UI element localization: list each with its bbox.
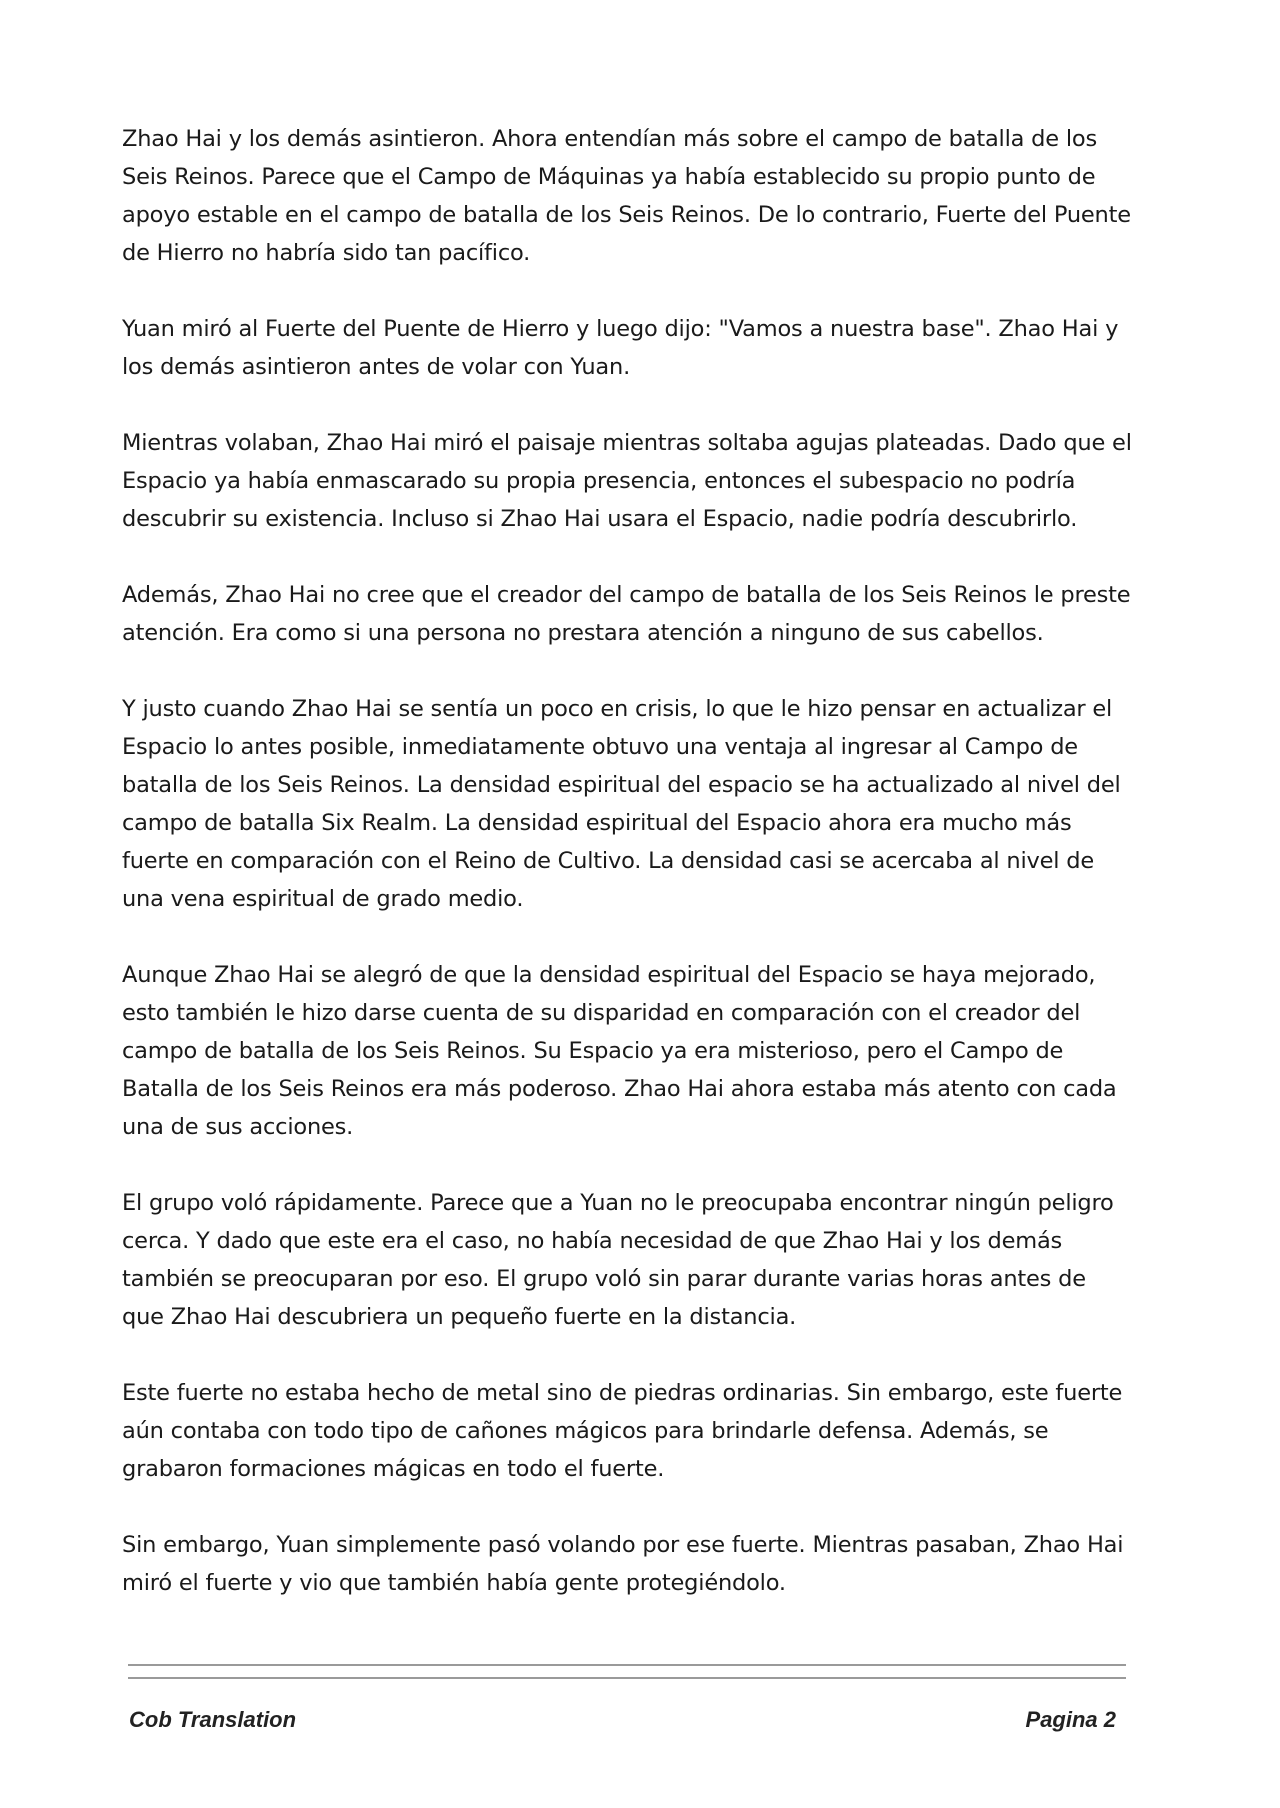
paragraph-1: Zhao Hai y los demás asintieron. Ahora entendían más sobre el campo de batalla de los Seis Reinos. Parece que el Campo de Máquinas ya había establecido su propio punto de apoyo estable en el campo de batalla de los Seis Reinos. De lo contrario, Fuerte del Puente de Hierro no habría sido tan pacífico. — [122, 126, 1131, 266]
footer-divider-bottom — [128, 1677, 1126, 1679]
paragraph-2: Yuan miró al Fuerte del Puente de Hierro y luego dijo: "Vamos a nuestra base". Zhao Hai y los demás asintieron antes de volar con Yuan. — [122, 316, 1119, 380]
paragraph-3: Mientras volaban, Zhao Hai miró el paisaje mientras soltaba agujas plateadas. Dado que el Espacio ya había enmascarado su propia presencia, entonces el subespacio no podría descubrir su existencia. Incluso si Zhao Hai usara el Espacio, nadie podría descubrirlo. — [122, 430, 1132, 532]
paragraph-4: Además, Zhao Hai no cree que el creador del campo de batalla de los Seis Reinos le preste atención. Era como si una persona no prestara atención a ninguno de sus cabellos. — [122, 582, 1131, 646]
paragraph-6: Aunque Zhao Hai se alegró de que la densidad espiritual del Espacio se haya mejorado, esto también le hizo darse cuenta de su disparidad en comparación con el creador del campo de batalla de los Seis Reinos. Su Espacio ya era misterioso, pero el Campo de Batalla de los Seis Reinos era más poderoso. Zhao Hai ahora estaba más atento con cada una de sus acciones. — [122, 962, 1117, 1140]
footer-divider-top — [128, 1664, 1126, 1666]
footer-page-number: Pagina 2 — [1025, 1707, 1116, 1732]
paragraph-5: Y justo cuando Zhao Hai se sentía un poco en crisis, lo que le hizo pensar en actualizar el Espacio lo antes posible, inmediatamente obtuvo una ventaja al ingresar al Campo de batalla de los Seis Reinos. La densidad espiritual del espacio se ha actualizado al nivel del campo de batalla Six Realm. La densidad espiritual del Espacio ahora era mucho más fuerte en comparación con el Reino de Cultivo. La densidad casi se acercaba al nivel de una vena espiritual de grado medio. — [122, 696, 1121, 912]
footer-translator-credit: Cob Translation — [129, 1707, 297, 1732]
paragraph-9: Sin embargo, Yuan simplemente pasó volando por ese fuerte. Mientras pasaban, Zhao Hai miró el fuerte y vio que también había gente protegiéndolo. — [122, 1532, 1124, 1596]
page-body — [122, 120, 1132, 1640]
paragraph-7: El grupo voló rápidamente. Parece que a Yuan no le preocupaba encontrar ningún peligro cerca. Y dado que este era el caso, no había necesidad de que Zhao Hai y los demás también se preocuparan por eso. El grupo voló sin parar durante varias horas antes de que Zhao Hai descubriera un pequeño fuerte en la distancia. — [122, 1190, 1114, 1330]
paragraph-8: Este fuerte no estaba hecho de metal sino de piedras ordinarias. Sin embargo, este fuerte aún contaba con todo tipo de cañones mágicos para brindarle defensa. Además, se grabaron formaciones mágicas en todo el fuerte. — [122, 1380, 1123, 1482]
